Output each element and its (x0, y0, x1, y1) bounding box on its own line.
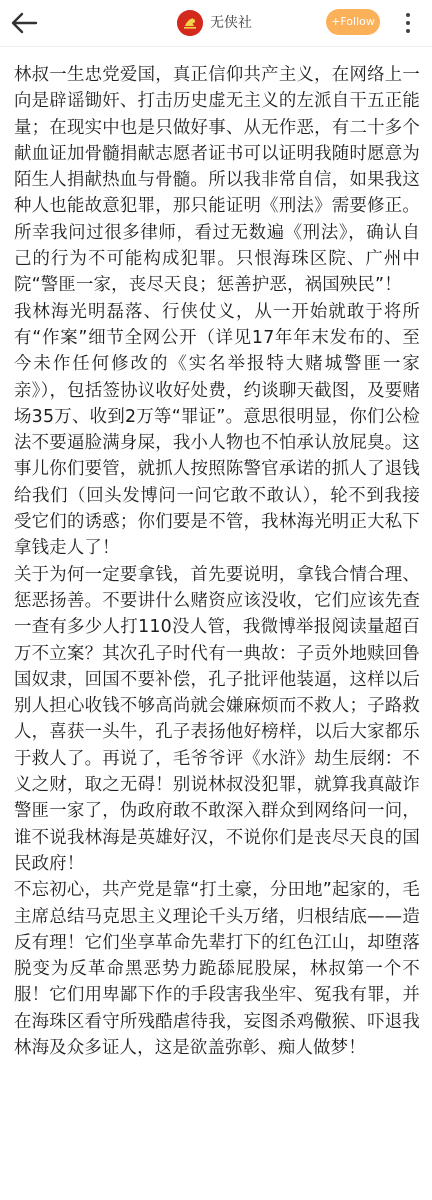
post-paragraph: 不忘初心，共产党是靠“打土豪，分田地”起家的，毛主席总结马克思主义理论千头万绪，归根结底——造反有理！它们坐享革命先辈打下的红色江山，却堕落脱变为反革命黑恶势力跪舔屁股屎，林叔第一个不服！它们用卑鄙下作的手段害我坐牢、冤我有罪，并在海珠区看守所残酷虐待我，妄图杀鸡儆猴、吓退我林海及众多证人，这是欲盖弥彰、痴人做梦！ (14, 880, 420, 1058)
post-body (0, 62, 432, 1061)
follow-button[interactable]: +Follow (326, 9, 380, 35)
avatar[interactable] (177, 10, 203, 36)
author-name[interactable]: 无侠社 (210, 15, 252, 31)
back-arrow-icon[interactable] (6, 6, 42, 40)
top-navigation-bar (0, 0, 432, 47)
post-paragraph: 林叔一生忠党爱国，真正信仰共产主义，在网络上一向是辟谣锄奸、打击历史虚无主义的左派自干五正能量；在现实中也是只做好事、从无作恶，有二十多个献血证加骨髓捐献志愿者证书可以证明我随时愿意为陌生人捐献热血与骨髓。所以我非常自信，如果我这种人也能故意犯罪，那只能证明《刑法》需要修正。所幸我问过很多律师，看过无数遍《刑法》，确认自己的行为不可能构成犯罪。只恨海珠区院、广州中院“警匪一家，丧尽天良；惩善护恶，祸国殃民”！ (14, 65, 420, 296)
post-paragraph: 我林海光明磊落、行侠仗义，从一开始就敢于将所有“作案”细节全网公开（详见17年年末发布的、至今未作任何修改的《实名举报特大赌城警匪一家亲》），包括签协议收好处费，约谈聊天截图，及要赌场35万、收到2万等“罪证”。意思很明显，你们公检法不要逼脸满身屎，我小人物也不怕承认放屁臭。这事儿你们要管，就抓人按照陈警官承诺的抓人了退钱给我们（回头发博问一问它敢不敢认），轮不到我接受它们的诱惑；你们要是不管，我林海光明正大私下拿钱走人了！ (14, 301, 420, 559)
more-vertical-icon[interactable] (395, 9, 421, 37)
post-paragraph: 关于为何一定要拿钱，首先要说明，拿钱合情合理、惩恶扬善。不要讲什么赌资应该没收，它们应该先查一查有多少人打110没人管，我微博举报阅读量超百万不立案？其次孔子时代有一典故：子贡外地赎回鲁国奴隶，回国不要补偿，孔子批评他装逼，这样以后别人担心收钱不够高尚就会嫌麻烦而不救人；子路救人，喜获一头牛，孔子表扬他好榜样，以后大家都乐于救人了。再说了，毛爷爷评《水浒》劫生辰纲：不义之财，取之无碍！别说林叔没犯罪，就算我真敲诈警匪一家了，伪政府敢不敢深入群众到网络问一问，谁不说我林海是英雄好汉，不说你们是丧尽天良的国民政府！ (14, 564, 420, 874)
